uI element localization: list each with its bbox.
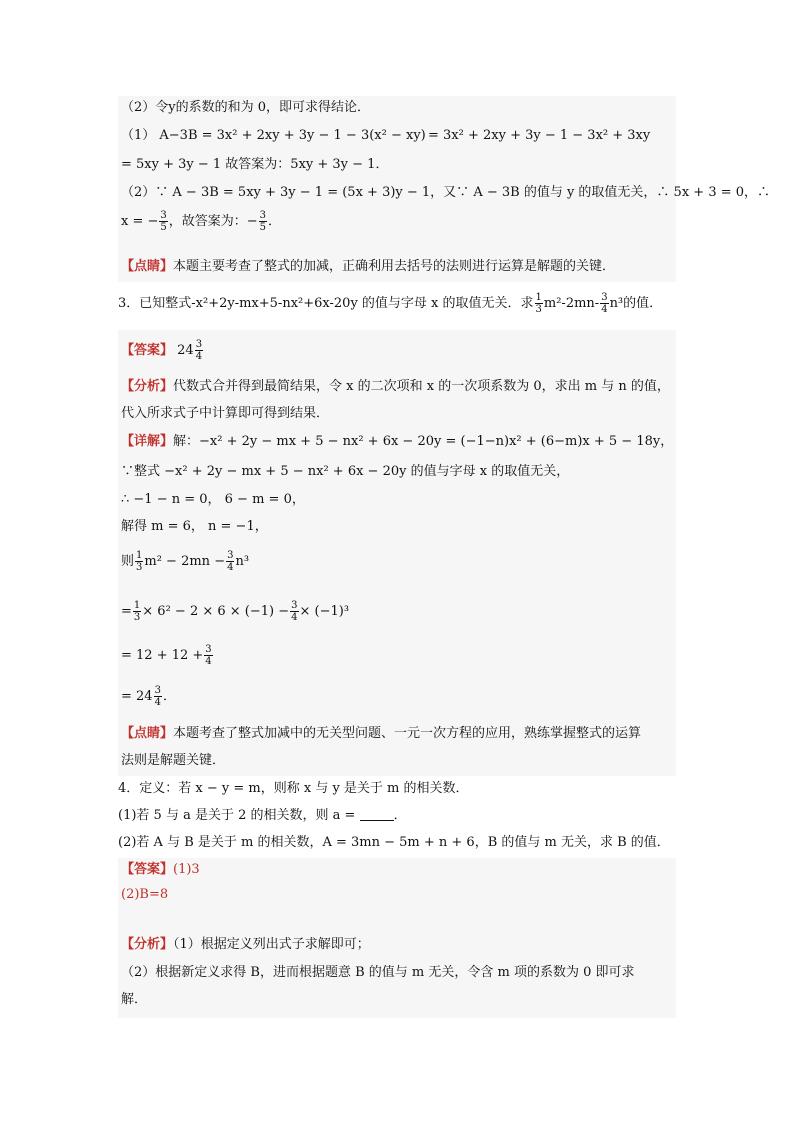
answer-blank [360,808,394,821]
answer-q4-2: (2)B=8 [121,887,169,902]
question-4-definition: 4．定义：若 x − y = m，则称 x 与 y 是关于 m 的相关数． [118,781,469,796]
detail-line-8: = 24 $\frac{3}{4}$ ． [121,685,176,708]
question-3: 3．已知整式-x²+2y-mx+5-nx²+6x-20y 的值与字母 x 的取值无关．求 $\frac{1}{3}$ m²-2mn- $\frac{3}{4}$ n³的值． [118,292,663,315]
detail-line-2: ∵整式 −x² + 2y − mx + 5 − nx² + 6x − 20y 的值与字母 x 的取值无关， [121,464,570,479]
detail-line-5: 则 $\frac{1}{3}$ m² − 2mn − $\frac{3}{4}$ n³ [121,550,250,573]
fraction-3-4: $\frac{3}{4}$ [601,292,608,315]
analysis-q4-3: 解． [121,992,148,1007]
analysis-q4-1: 【分析】（1）根据定义列出式子求解即可； [121,937,370,952]
analysis-q4-2: （2）根据新定义求得 B，进而根据题意 B 的值与 m 无关，令含 m 项的系数为 0 即可求 [121,965,635,980]
solution-2-line: （2）∵ A − 3B = 5xy + 3y − 1 = (5x + 3)y − 1，又∵ A − 3B 的值与 y 的取值无关，∴ 5x + 3 = 0，∴ [121,185,771,200]
fraction-1-3: $\frac{1}{3}$ [535,292,542,315]
detail-line-3: ∴ −1 − n = 0， 6 − m = 0， [121,492,305,507]
solution-1-line: （1） A−3B = 3x² + 2xy + 3y − 1 − 3(x² − xy) [121,128,426,143]
question-4-part-1: (1)若 5 与 a 是关于 2 的相关数，则 a = ． [118,808,407,823]
tip-line-q3-2: 法则是解题关键． [121,753,226,768]
analysis-line-1: 【分析】代数式合并得到最简结果，令 x 的二次项和 x 的一次项系数为 0，求出 m 与 n 的值， [121,379,670,394]
detail-line-4: 解得 m = 6， n = −1， [121,519,268,534]
tip-line: 【点睛】本题主要考查了整式的加减，正确利用去括号的法则进行运算是解题的关键． [121,259,616,274]
fraction-3-4-e: $\frac{3}{4}$ [154,685,161,708]
fraction-3-4-answer: $\frac{3}{4}$ [195,339,203,362]
analysis-line-2: 代入所求式子中计算即可得到结果． [121,406,330,421]
fraction-3-4-c: $\frac{3}{4}$ [291,600,298,623]
fraction-3-4-d: $\frac{3}{4}$ [205,644,212,667]
detail-line-1: 【详解】解：−x² + 2y − mx + 5 − nx² + 6x − 20y = (−1−n)x² + (6−m)x + 5 − 18y， [121,434,674,449]
fraction-3-4-b: $\frac{3}{4}$ [227,550,234,573]
detail-line-6: = $\frac{1}{3}$ × 6² − 2 × 6 × (−1) − $\frac{3}{4}$ × (−1)³ [121,600,350,623]
fraction-3-5: $\frac{3}{5}$ [160,210,167,233]
question-4-part-2: (2)若 A 与 B 是关于 m 的相关数，A = 3mn − 5m + n + 6，B 的值与 m 无关，求 B 的值． [118,835,670,850]
solution-1-continued: = 3x² + 2xy + 3y − 1 − 3x² + 3xy [428,128,651,143]
fraction-1-3-b: $\frac{1}{3}$ [136,550,143,573]
solution-1-result: = 5xy + 3y − 1 故答案为：5xy + 3y − 1． [121,157,389,172]
hint-line: （2）令y的系数的和为 0，即可求得结论． [121,100,371,115]
fraction-3-5-b: $\frac{3}{5}$ [259,210,267,233]
tip-line-q3-1: 【点睛】本题考查了整式加减中的无关型问题、一元一次方程的应用，熟练掌握整式的运算 [121,726,642,741]
answer-q4-1: 【答案】(1)3 [121,862,200,877]
solution-2-result: x = − $\frac{3}{5}$ ，故答案为：− $\frac{3}{5}$ ． [121,210,282,233]
fraction-1-3-c: $\frac{1}{3}$ [133,600,141,623]
detail-line-7: = 12 + 12 + $\frac{3}{4}$ [121,644,212,667]
answer-line: 【答案】 24 $\frac{3}{4}$ [121,339,203,362]
